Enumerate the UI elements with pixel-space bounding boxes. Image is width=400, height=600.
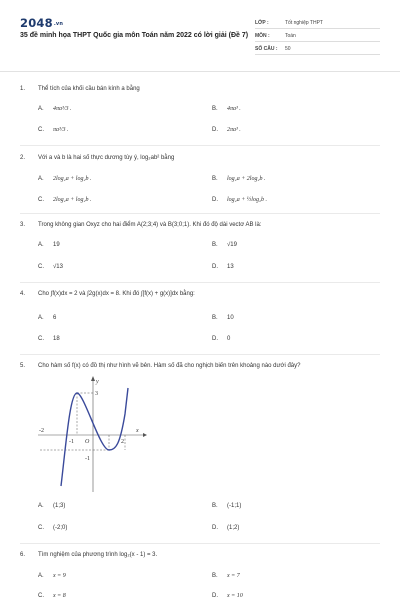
option-d[interactable]: D. 13 (212, 264, 234, 270)
question-text: Trong không gian Oxyz cho hai điểm A(2;3;4) và B(3;0;1). Khi đó độ dài vectơ AB là: (38, 222, 262, 228)
option-b[interactable]: B. (-1;1) (212, 503, 242, 509)
option-b[interactable]: B. √19 (212, 242, 237, 248)
x-axis-arrow (143, 433, 147, 437)
option-c[interactable]: C. (-2;0) (38, 525, 68, 531)
option-b[interactable]: B. x = 7 (212, 573, 240, 579)
y-axis-label: y (96, 379, 99, 385)
y-axis-arrow (91, 376, 95, 381)
tick-label: -2 (39, 428, 44, 434)
option-c[interactable]: C. √13 (38, 264, 63, 270)
question-number: 6. (20, 552, 26, 558)
meta-value: Tốt nghiệp THPT (285, 20, 323, 26)
option-c[interactable]: C. x = 8 (38, 593, 66, 599)
question-divider (20, 145, 380, 146)
option-a[interactable]: A. 2log₂a + log₂b . (38, 176, 92, 182)
divider (255, 28, 380, 29)
site-logo[interactable]: $2048^{.vn}$ (20, 16, 64, 30)
question-text: Tìm nghiệm của phương trình log₂(x - 1) = 3. (38, 552, 158, 558)
question-text: Cho ∫f(x)dx = 2 và ∫2g(x)dx = 8. Khi đó ∫[f(x) + g(x)]dx bằng: (38, 291, 195, 297)
option-c[interactable]: C. 18 (38, 336, 60, 342)
option-c[interactable]: C. 2log₂a + log₂b . (38, 197, 92, 203)
option-d[interactable]: D. log₂a + ½log₂b . (212, 197, 268, 203)
question-number: 3. (20, 222, 26, 228)
question-divider (20, 282, 380, 283)
question-number: 2. (20, 155, 26, 161)
option-a[interactable]: A. (1;3) (38, 503, 66, 509)
option-d[interactable]: D. 2πa³ . (212, 127, 241, 133)
divider (255, 54, 380, 55)
meta-value: Toán (285, 33, 296, 39)
question-number: 5. (20, 363, 26, 369)
tick-label: 2 (121, 439, 124, 445)
question-number: 1. (20, 86, 26, 92)
option-b[interactable]: B. 10 (212, 315, 234, 321)
header-divider (0, 71, 400, 72)
option-b[interactable]: B. 4πa³ . (212, 106, 241, 112)
origin-label: O (85, 439, 90, 445)
tick-label: -1 (69, 439, 74, 445)
question-divider (20, 213, 380, 214)
divider (255, 41, 380, 42)
document-title: 35 đề minh họa THPT Quốc gia môn Toán năm 2022 có lời giải (Đề 7) (20, 32, 249, 39)
option-d[interactable]: D. x = 10 (212, 593, 243, 599)
question-divider (20, 354, 380, 355)
option-d[interactable]: D. (1;2) (212, 525, 240, 531)
meta-key: SỐ CÂU : (255, 46, 278, 52)
question-number: 4. (20, 291, 26, 297)
meta-key: MÔN : (255, 33, 270, 39)
tick-label: -1 (85, 456, 90, 462)
option-a[interactable]: A. 6 (38, 315, 57, 321)
question-divider (20, 543, 380, 544)
tick-label: 3 (95, 391, 98, 397)
option-c[interactable]: C. πa³/3 . (38, 127, 69, 133)
meta-key: LỚP : (255, 20, 269, 26)
question-text: Cho hàm số f(x) có đồ thị như hình vẽ bên. Hàm số đã cho nghịch biến trên khoảng nào dưới đây? (38, 363, 301, 369)
question-text: Thể tích của khối cầu bán kính a bằng (38, 86, 140, 92)
option-d[interactable]: D. 0 (212, 336, 231, 342)
option-a[interactable]: A. 19 (38, 242, 60, 248)
option-a[interactable]: A. 4πa³/3 . (38, 106, 72, 112)
meta-value: 50 (285, 46, 291, 52)
x-axis-label: x (136, 428, 139, 434)
question-text: Với a và b là hai số thực dương tùy ý, log₂ab² bằng (38, 155, 175, 161)
option-a[interactable]: A. x = 9 (38, 573, 66, 579)
function-graph (28, 374, 148, 494)
function-curve (61, 388, 128, 486)
option-b[interactable]: B. log₂a + 2log₂b . (212, 176, 266, 182)
